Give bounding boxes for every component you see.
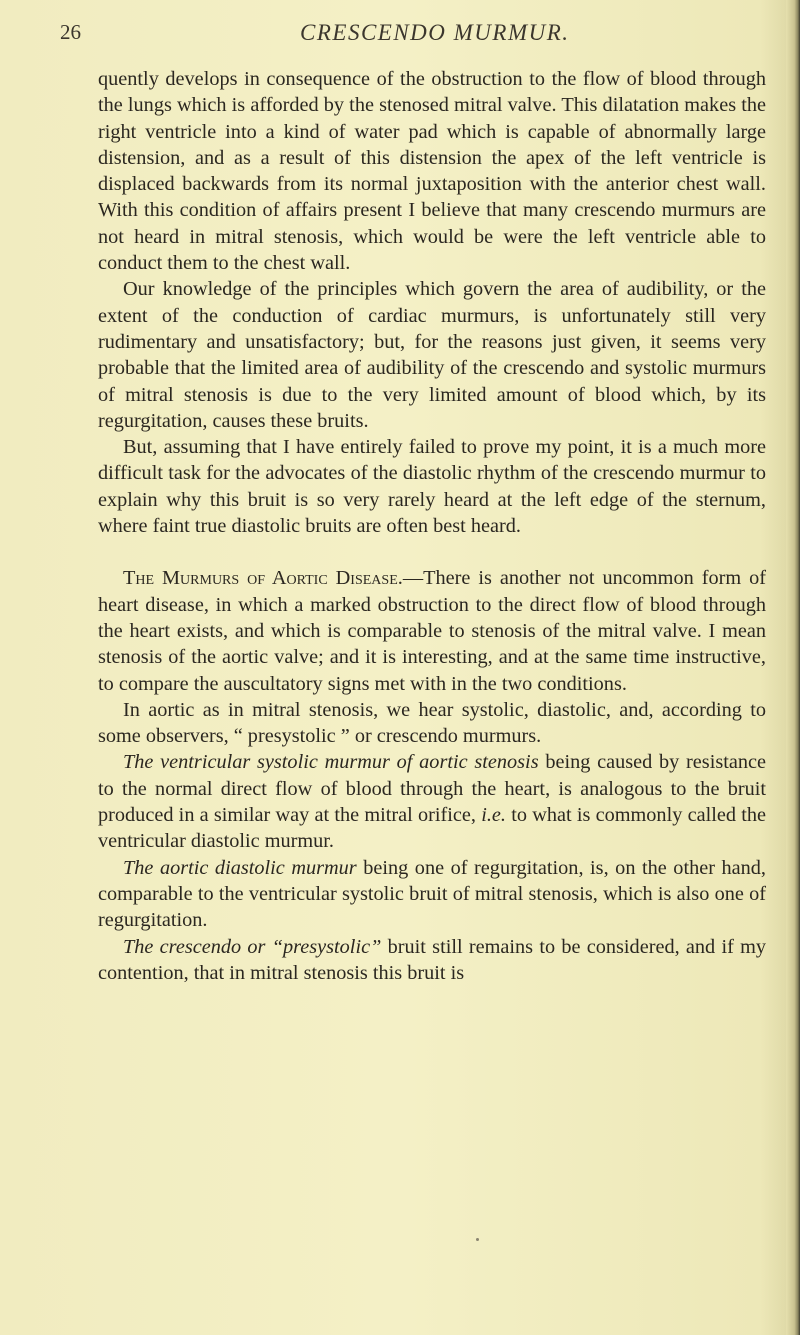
paragraph-6-ie: i.e. bbox=[481, 804, 506, 827]
running-head: CRESCENDO MURMUR. bbox=[300, 20, 570, 45]
paragraph-7-text: being one of regurgitation, is, on the other hand, comparable to the ventricular systolic bruit of mitral stenosis, which is also one of regurgitation. bbox=[98, 856, 766, 932]
body-text bbox=[98, 66, 766, 986]
paragraph-7-italic: The aortic diastolic murmur bbox=[123, 856, 357, 879]
page-number: 26 bbox=[60, 20, 81, 44]
paragraph-8-text: bruit still remains to be considered, and if my contention, that in mitral stenosis this bruit is bbox=[98, 935, 766, 984]
paragraph-2: Our knowledge of the principles which govern the area of audibility, or the extent of the conduction of cardiac murmurs, is unfortunately still very rudimentary and unsatisfactory; but, for the reasons just given, it seems very probable that the limited area of audibility of the crescendo and systolic murmurs of mitral stenosis is due to the very limited amount of blood which, by its regurgitation, causes these bruits. bbox=[98, 278, 766, 432]
print-speck bbox=[476, 1238, 479, 1241]
paragraph-8 bbox=[98, 934, 766, 987]
paragraph-4-text: —There is another not uncommon form of heart disease, in which a marked obstruction to the direct flow of blood through the heart exists, and which is comparable to stenosis of the mitral valve. I mean stenosis of the aortic valve; and it is interesting, and at the same time instructive, to compare the auscultatory signs met with in the two conditions. bbox=[98, 567, 766, 695]
paragraph-6-text: being caused by resistance to the normal direct flow of blood through the heart, is analogous to the bruit produced in a similar way at the mitral orifice, bbox=[98, 751, 767, 827]
paragraph-3: But, assuming that I have entirely failed to prove my point, it is a much more difficult task for the advocates of the diastolic rhythm of the crescendo murmur to explain why this bruit is so very rarely heard at the left edge of the sternum, where faint true diastolic bruits are often best heard. bbox=[98, 436, 766, 538]
page-edge-shadow bbox=[786, 0, 800, 1335]
page-header bbox=[60, 18, 760, 52]
paragraph-7 bbox=[98, 855, 766, 934]
paragraph-4 bbox=[98, 565, 766, 696]
paragraph-1: quently develops in consequence of the obstruction to the flow of blood through the lungs which is afforded by the stenosed mitral valve. This dilatation makes the right ventricle into a kind of water pad which is capable of abnormally large distension, and as a result of this distension the apex of the left ventricle is displaced backwards from its normal juxtaposition with the anterior chest wall. With this condition of affairs present I believe that many crescendo murmurs are not heard in mitral stenosis, which would be were the left ventricle able to conduct them to the chest wall. bbox=[98, 68, 766, 275]
paragraph-6-text-2: to what is commonly called the ventricular diastolic murmur. bbox=[98, 804, 766, 853]
section-heading: The Murmurs of Aortic Disease. bbox=[123, 567, 403, 590]
paragraph-6-italic: The ventricular systolic murmur of aortic stenosis bbox=[123, 751, 539, 774]
paragraph-6 bbox=[98, 749, 766, 854]
paragraph-8-italic-2: “presystolic” bbox=[271, 935, 382, 958]
paragraph-8-italic: The crescendo or bbox=[123, 935, 266, 958]
paragraph-5: In aortic as in mitral stenosis, we hear systolic, diastolic, and, according to some observers, “ presystolic ” or crescendo murmurs. bbox=[98, 698, 766, 748]
